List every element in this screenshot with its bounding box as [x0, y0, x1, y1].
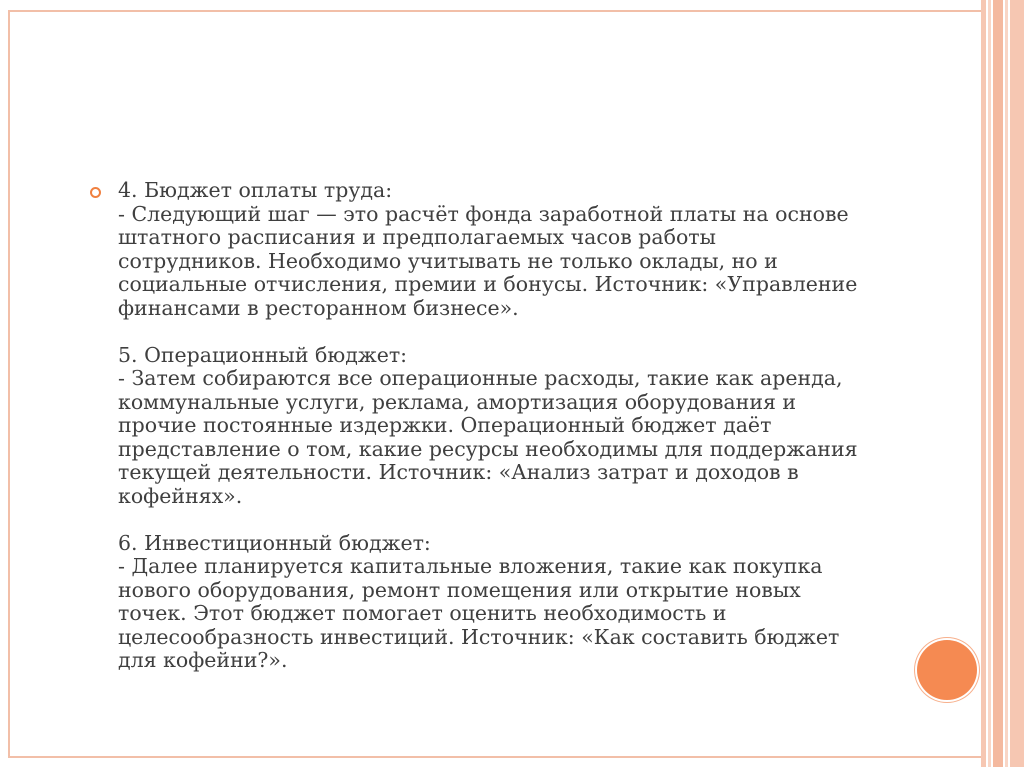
- section-body: - Далее планируется капитальные вложения, такие как покупка нового оборудования, ремонт помещения или открытие новых точек. Этот бюджет помогает оценить необходимость и целесообразность инвестиций. Источник: «Как составить бюджет для кофейни?».: [118, 554, 840, 672]
- orange-circle-decoration: [917, 640, 977, 700]
- frame-top-line: [8, 10, 983, 12]
- right-stripe: [981, 0, 986, 767]
- right-stripe: [1005, 0, 1008, 767]
- section-body: - Затем собираются все операционные расходы, такие как аренда, коммунальные услуги, реклама, амортизация оборудования и прочие постоянные издержки. Операционный бюджет даёт представление о том, какие ресурсы необходимы для поддержания текущей деятельности. Источник: «Анализ затрат и доходов в кофейнях».: [118, 366, 858, 508]
- right-stripe: [1010, 0, 1024, 767]
- right-stripe: [988, 0, 991, 767]
- right-stripe: [993, 0, 1003, 767]
- slide-body-text: [118, 179, 908, 673]
- section-heading: 5. Операционный бюджет:: [118, 342, 408, 367]
- frame-bottom-line: [8, 756, 983, 758]
- section-heading: 6. Инвестиционный бюджет:: [118, 530, 431, 555]
- bullet-icon: [90, 187, 101, 198]
- section-heading: 4. Бюджет оплаты труда:: [118, 178, 393, 202]
- section-body: - Следующий шаг — это расчёт фонда заработной платы на основе штатного расписания и предполагаемых часов работы сотрудников. Необходимо учитывать не только оклады, но и социальные отчисления, премии и бонусы. Источник: «Управление финансами в ресторанном бизнесе».: [118, 201, 858, 320]
- frame-left-line: [8, 10, 10, 758]
- paragraph-gap: [118, 508, 908, 532]
- paragraph-gap: [118, 320, 908, 344]
